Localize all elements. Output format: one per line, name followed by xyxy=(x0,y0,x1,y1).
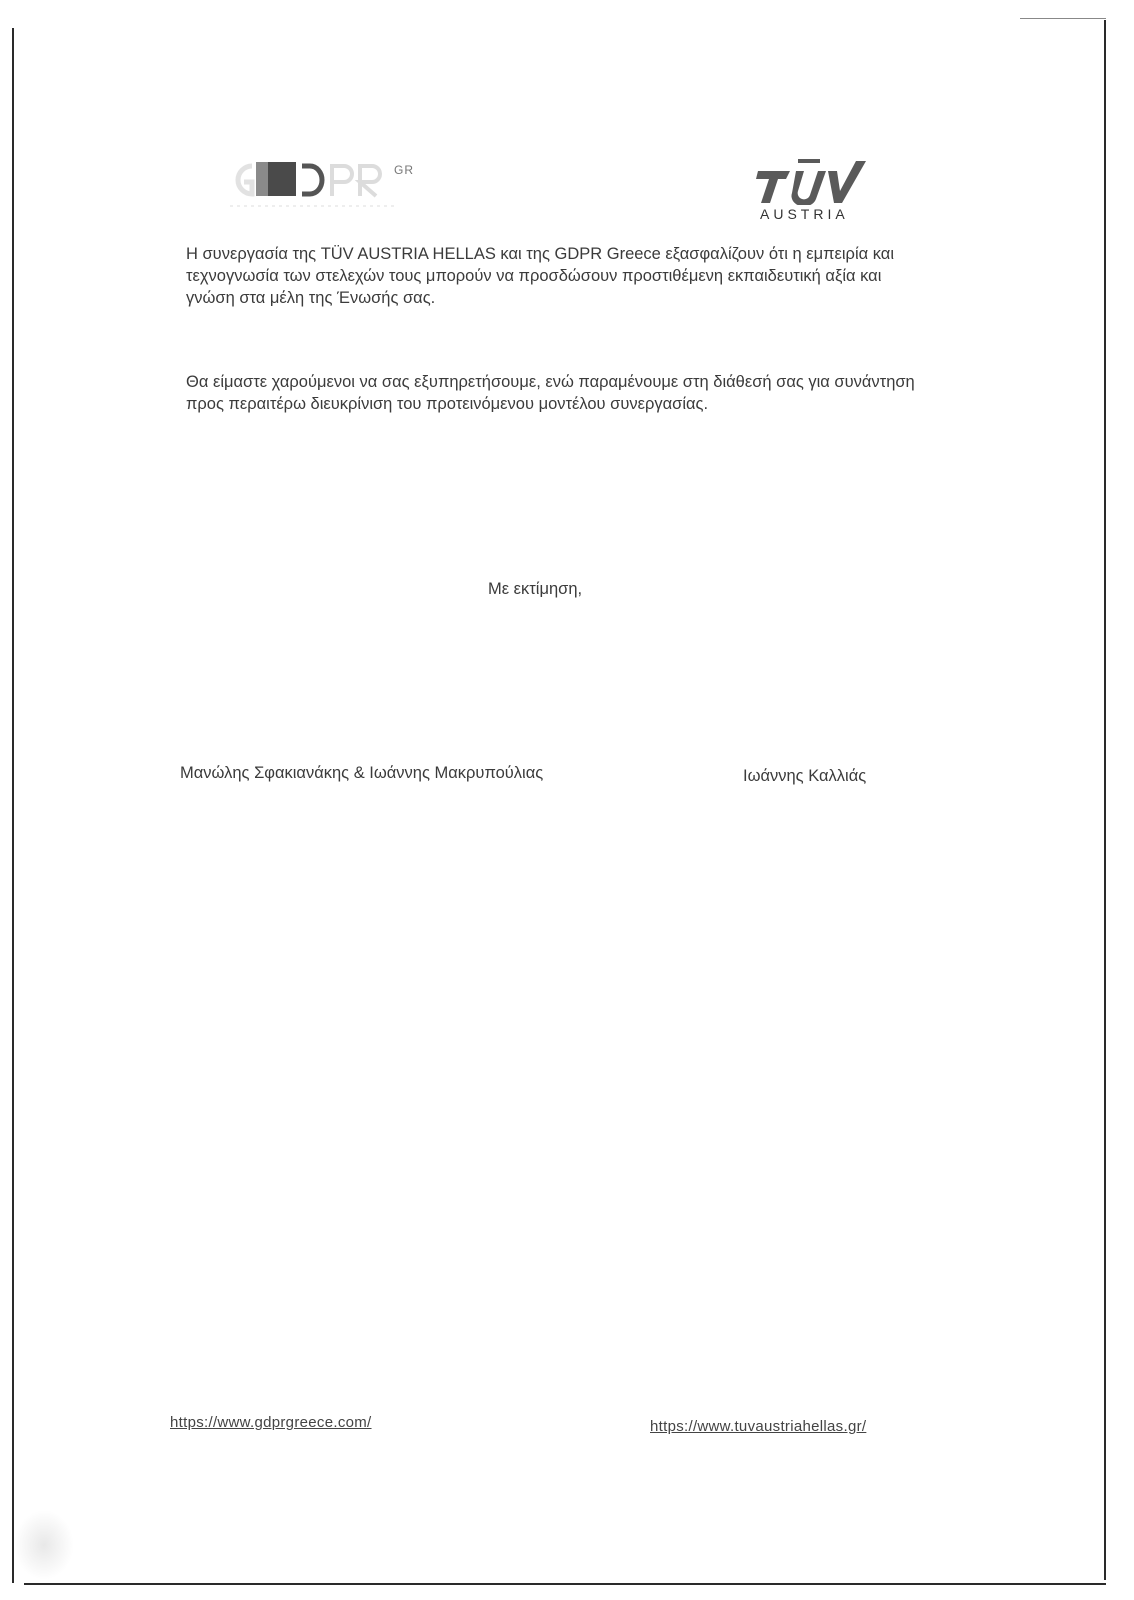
scan-edge-left xyxy=(12,28,14,1583)
gdpr-superscript: GR xyxy=(394,163,414,177)
scan-edge-bottom xyxy=(24,1583,1106,1585)
scan-smudge xyxy=(14,1510,74,1580)
signatory-right: Ιωάννης Καλλιάς xyxy=(743,767,867,785)
gdprgreece-link[interactable]: https://www.gdprgreece.com/ xyxy=(170,1414,372,1431)
scan-edge-right xyxy=(1104,20,1106,1580)
paragraph-cooperation: Η συνεργασία της TÜV AUSTRIA HELLAS και της GDPR Greece εξασφαλίζουν ότι η εμπειρία και τεχνογνωσία των στελεχών τους μπορούν να προσδώσουν προστιθέμενη εκπαιδευτική αξία και γνώση στα μέλη της Ένωσής σας. xyxy=(186,245,894,307)
paragraph-availability: Θα είμαστε χαρούμενοι να σας εξυπηρετήσουμε, ενώ παραμένουμε στη διάθεσή σας για συνάντηση προς περαιτέρω διευκρίνιση του προτεινόμενου μοντέλου συνεργασίας. xyxy=(186,373,915,413)
signatory-left: Μανώλης Σφακιανάκης & Ιωάννης Μακρυπούλιας xyxy=(180,764,544,782)
tuv-austria-subtext: AUSTRIA xyxy=(760,206,849,222)
gdpr-greece-logo xyxy=(222,152,432,214)
tuvaustriahellas-link[interactable]: https://www.tuvaustriahellas.gr/ xyxy=(650,1418,867,1435)
scan-edge-top xyxy=(1020,18,1106,19)
closing-salutation: Με εκτίμηση, xyxy=(488,580,583,598)
